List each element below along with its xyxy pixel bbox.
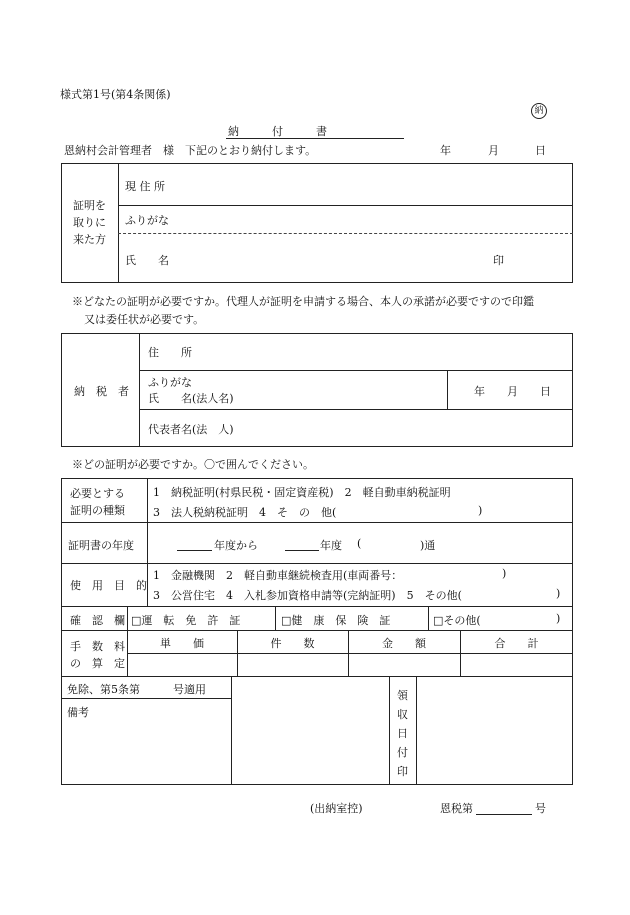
year-from-label: 年度から bbox=[214, 539, 258, 552]
fee-header-unit: 単 価 bbox=[160, 637, 204, 650]
exemption-line bbox=[61, 698, 231, 699]
visitor-side-label: 証明を 取りに 来た方 bbox=[73, 199, 106, 246]
taxpayer-furigana-label: ふりがな bbox=[148, 376, 192, 389]
confirm-option-insurance[interactable]: □健 康 保 険 証 bbox=[281, 614, 391, 627]
confirm-option-other[interactable]: □その他( bbox=[433, 614, 481, 627]
footer-number-blank[interactable] bbox=[476, 814, 532, 815]
purpose-line-2: 3 公営住宅 4 入札参加資格申請等(完納証明) 5 その他( bbox=[153, 589, 462, 602]
visitor-row-line bbox=[118, 205, 573, 206]
bottom-divider-3 bbox=[416, 676, 417, 785]
receipt-date-stamp-label: 領 収 日 付 印 bbox=[397, 689, 408, 778]
main-label-divider bbox=[147, 478, 148, 606]
taxpayer-side-label: 納 税 者 bbox=[74, 385, 129, 398]
fee-label-2: の 算 定 bbox=[70, 657, 125, 670]
visitor-divider bbox=[118, 163, 119, 283]
purpose-line-2-end: ) bbox=[556, 587, 561, 600]
exemption-label: 免除、第5条第 号適用 bbox=[67, 683, 206, 696]
year-copies-label: )通 bbox=[420, 539, 436, 552]
row-line-2 bbox=[61, 563, 573, 564]
date-month-label: 月 bbox=[488, 144, 499, 157]
visitor-name-label: 氏 名 bbox=[125, 254, 169, 267]
year-paren-open: ( bbox=[357, 537, 362, 550]
row-line-4 bbox=[61, 630, 573, 631]
year-from-blank[interactable] bbox=[177, 550, 212, 551]
date-year-label: 年 bbox=[440, 144, 451, 157]
date-day-label: 日 bbox=[535, 144, 546, 157]
visitor-furigana-label: ふりがな bbox=[125, 214, 169, 227]
cert-type-label-1: 必要とする bbox=[70, 487, 125, 500]
year-to-label: 年度 bbox=[320, 539, 342, 552]
taxpayer-address-label: 住 所 bbox=[148, 346, 192, 359]
taxpayer-date-divider bbox=[447, 370, 448, 409]
year-label: 証明書の年度 bbox=[68, 539, 134, 552]
confirm-divider-1 bbox=[127, 606, 128, 630]
footer-number-suffix: 号 bbox=[535, 802, 546, 815]
main-table bbox=[61, 478, 573, 785]
visitor-seal-label: 印 bbox=[493, 254, 504, 267]
year-to-blank[interactable] bbox=[285, 550, 319, 551]
taxpayer-name-label: 氏 名(法人名) bbox=[148, 392, 234, 405]
taxpayer-line2 bbox=[139, 409, 573, 410]
taxpayer-divider bbox=[139, 333, 140, 447]
purpose-label: 使 用 目 的 bbox=[70, 579, 147, 592]
taxpayer-date-label: 年 月 日 bbox=[474, 385, 551, 398]
row-line-1 bbox=[61, 522, 573, 523]
form-id: 様式第1号(第4条関係) bbox=[60, 88, 171, 101]
confirm-label: 確 認 欄 bbox=[70, 614, 125, 627]
purpose-line-1: 1 金融機関 2 軽自動車継続検査用(車両番号： bbox=[153, 569, 403, 582]
form-title: 納 付 書 bbox=[228, 125, 327, 138]
taxpayer-rep-label: 代表者名(法 人) bbox=[148, 423, 234, 436]
fee-label-1: 手 数 料 bbox=[70, 640, 125, 653]
visitor-address-label: 現 住 所 bbox=[125, 180, 165, 193]
footer-office: (出納室控) bbox=[310, 802, 363, 815]
note-cert: ※どの証明が必要ですか。〇で囲んでください。 bbox=[72, 458, 314, 471]
cert-type-line-1: 1 納税証明(村県民税・固定資産税) 2 軽自動車納税証明 bbox=[153, 486, 451, 499]
fee-header-line bbox=[127, 653, 573, 654]
fee-header-total: 合 計 bbox=[494, 637, 539, 650]
row-line-3 bbox=[61, 606, 573, 607]
addressee-line: 恩納村会計管理者 様 下記のとおり納付します。 bbox=[64, 144, 317, 157]
title-underline bbox=[226, 138, 404, 139]
row-line-5 bbox=[61, 676, 573, 677]
confirm-divider-3 bbox=[428, 606, 429, 630]
note-agent-line2: 又は委任状が必要です。 bbox=[84, 313, 205, 326]
cert-type-line-2: 3 法人税納税証明 4 そ の 他( bbox=[153, 506, 337, 519]
seal-mark: 納 bbox=[531, 103, 547, 119]
confirm-option-license[interactable]: □運 転 免 許 証 bbox=[131, 614, 241, 627]
cert-type-label-2: 証明の種類 bbox=[70, 504, 125, 517]
footer-number-prefix: 恩税第 bbox=[440, 802, 473, 815]
note-agent: ※どなたの証明が必要ですか。代理人が証明を申請する場合、本人の承諾が必要ですので印鑑 bbox=[72, 295, 534, 308]
visitor-furigana-dash bbox=[118, 233, 573, 234]
bottom-divider-1 bbox=[231, 676, 232, 785]
fee-header-amount: 金 額 bbox=[382, 637, 426, 650]
taxpayer-line1 bbox=[139, 370, 573, 371]
cert-type-line-2-end: ) bbox=[478, 504, 483, 517]
fee-header-count: 件 数 bbox=[270, 637, 315, 650]
confirm-option-other-end: ) bbox=[556, 612, 561, 625]
confirm-divider-2 bbox=[275, 606, 276, 630]
purpose-line-1-end: ) bbox=[502, 567, 507, 580]
remarks-label: 備考 bbox=[67, 706, 89, 719]
